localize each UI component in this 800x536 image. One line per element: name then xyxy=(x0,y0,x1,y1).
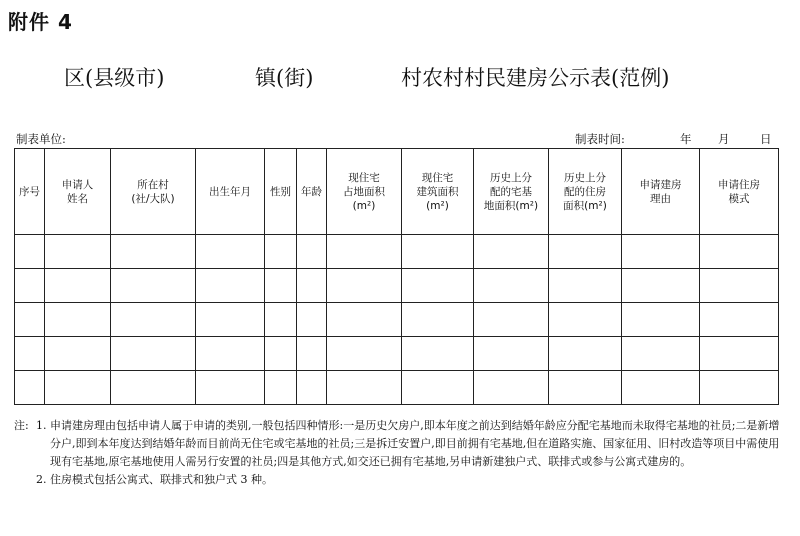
table-row xyxy=(15,371,779,405)
table-cell[interactable] xyxy=(111,269,196,303)
table-cell[interactable] xyxy=(265,337,297,371)
table-cell[interactable] xyxy=(700,337,779,371)
table-cell[interactable] xyxy=(45,371,111,405)
table-cell[interactable] xyxy=(327,269,402,303)
column-header-hist_housing xyxy=(549,149,622,235)
table-cell[interactable] xyxy=(15,371,45,405)
table-cell[interactable] xyxy=(700,371,779,405)
table-cell[interactable] xyxy=(402,303,474,337)
table-cell[interactable] xyxy=(15,269,45,303)
header-line: 年龄 xyxy=(301,185,322,198)
header-line: 地面积(m²) xyxy=(483,199,539,212)
table-cell[interactable] xyxy=(265,371,297,405)
column-header-building_area xyxy=(402,149,474,235)
attachment-label: 附件 4 xyxy=(8,10,73,34)
table-cell[interactable] xyxy=(549,269,622,303)
table-cell[interactable] xyxy=(45,269,111,303)
header-line: 姓名 xyxy=(67,192,88,205)
table-cell[interactable] xyxy=(327,337,402,371)
day-label: 日 xyxy=(760,132,772,146)
table-cell[interactable] xyxy=(45,337,111,371)
header-line: 模式 xyxy=(728,192,750,205)
table-cell[interactable] xyxy=(549,303,622,337)
table-cell[interactable] xyxy=(111,235,196,269)
header-line: 占地面积 xyxy=(343,185,385,198)
title-town: 镇(街) xyxy=(255,66,314,90)
column-header-reason xyxy=(622,149,700,235)
table-cell[interactable] xyxy=(196,337,265,371)
column-header-birth xyxy=(196,149,265,235)
header-line: 申请住房 xyxy=(718,178,760,191)
column-header-seq xyxy=(15,149,45,235)
header-line: 序号 xyxy=(19,185,40,198)
table-cell[interactable] xyxy=(111,303,196,337)
header-line: 配的宅基 xyxy=(490,185,532,198)
table-cell[interactable] xyxy=(265,235,297,269)
table-cell[interactable] xyxy=(622,337,700,371)
form-title xyxy=(0,62,800,92)
note-text: 住房模式包括公寓式、联排式和独户式 3 种。 xyxy=(50,473,273,486)
column-header-hist_homestead xyxy=(474,149,549,235)
table-cell[interactable] xyxy=(297,269,327,303)
header-line: 历史上分 xyxy=(490,171,532,184)
header-line: 现住宅 xyxy=(421,171,454,184)
note-item xyxy=(14,471,784,489)
table-cell[interactable] xyxy=(700,303,779,337)
header-line: 申请人 xyxy=(61,178,94,191)
table-cell[interactable] xyxy=(265,303,297,337)
table-cell[interactable] xyxy=(402,371,474,405)
table-cell[interactable] xyxy=(402,269,474,303)
table-cell[interactable] xyxy=(474,337,549,371)
table-cell[interactable] xyxy=(45,235,111,269)
table-cell[interactable] xyxy=(700,269,779,303)
month-label: 月 xyxy=(718,132,730,146)
table-cell[interactable] xyxy=(622,235,700,269)
table-cell[interactable] xyxy=(402,235,474,269)
table-cell[interactable] xyxy=(15,303,45,337)
title-district: 区(县级市) xyxy=(64,66,165,90)
column-header-mode xyxy=(700,149,779,235)
table-cell[interactable] xyxy=(297,337,327,371)
header-line: 历史上分 xyxy=(564,171,606,184)
header-line: 所在村 xyxy=(137,178,169,191)
time-label: 制表时间: xyxy=(575,132,625,146)
header-line: 申请建房 xyxy=(639,178,682,191)
table-cell[interactable] xyxy=(474,371,549,405)
note-number: 1. xyxy=(36,419,47,432)
table-cell[interactable] xyxy=(327,235,402,269)
note-number: 2. xyxy=(36,473,47,486)
table-row xyxy=(15,303,779,337)
table-row xyxy=(15,235,779,269)
note-item xyxy=(14,417,784,471)
table-body xyxy=(15,235,779,405)
title-main: 村农村村民建房公示表(范例) xyxy=(401,66,670,90)
table-cell[interactable] xyxy=(15,337,45,371)
header-line: (社/大队) xyxy=(131,192,175,205)
table-header-row xyxy=(15,149,779,235)
table-cell[interactable] xyxy=(327,371,402,405)
header-line: (m²) xyxy=(352,199,376,212)
table-cell[interactable] xyxy=(297,371,327,405)
notes-section xyxy=(14,417,784,489)
table-cell[interactable] xyxy=(15,235,45,269)
column-header-age xyxy=(297,149,327,235)
table-cell[interactable] xyxy=(549,371,622,405)
column-header-gender xyxy=(265,149,297,235)
table-cell[interactable] xyxy=(196,371,265,405)
table-cell[interactable] xyxy=(474,269,549,303)
header-line: 出生年月 xyxy=(209,185,251,198)
note-prefix: 注: xyxy=(14,419,29,432)
table-cell[interactable] xyxy=(402,337,474,371)
year-label: 年 xyxy=(680,132,692,146)
table-cell[interactable] xyxy=(111,371,196,405)
header-line: 理由 xyxy=(650,192,671,205)
header-line: 现住宅 xyxy=(348,171,380,184)
table-cell[interactable] xyxy=(297,303,327,337)
header-line: 建筑面积 xyxy=(416,185,459,198)
column-header-village xyxy=(111,149,196,235)
table-cell[interactable] xyxy=(622,269,700,303)
table-cell[interactable] xyxy=(549,337,622,371)
table-cell[interactable] xyxy=(474,235,549,269)
table-cell[interactable] xyxy=(549,235,622,269)
header-line: 性别 xyxy=(270,185,291,198)
table-cell[interactable] xyxy=(265,269,297,303)
table-cell[interactable] xyxy=(622,371,700,405)
table-cell[interactable] xyxy=(45,303,111,337)
table-cell[interactable] xyxy=(111,337,196,371)
table-row xyxy=(15,269,779,303)
table-cell[interactable] xyxy=(196,303,265,337)
column-header-homestead_area xyxy=(327,149,402,235)
table-row xyxy=(15,337,779,371)
table-cell[interactable] xyxy=(297,235,327,269)
header-line: (m²) xyxy=(426,199,449,212)
note-text: 申请建房理由包括申请人属于申请的类别,一般包括四种情形:一是历史欠房户,即本年度之前达到结婚年龄应分配宅基地而未取得宅基地的社员;二是新增分户,即到本年度达到结婚年龄而目前尚无住宅或宅基地的社员;三是拆迁安置户,即目前拥有宅基地,但在道路实施、国家征用、旧村改造等项目中需使用现有宅基地,原宅基地使用人需另行安置的社员;四是其他方式,如交还已拥有宅基地,另申请新建独户式、联排式或参与公寓式建房的。 xyxy=(50,419,780,468)
table-cell[interactable] xyxy=(327,303,402,337)
table-cell[interactable] xyxy=(196,269,265,303)
header-line: 配的住房 xyxy=(564,185,606,198)
column-header-applicant xyxy=(45,149,111,235)
public-notice-table xyxy=(14,148,779,405)
table-cell[interactable] xyxy=(622,303,700,337)
header-line: 面积(m²) xyxy=(563,199,607,212)
unit-label: 制表单位: xyxy=(16,132,66,146)
table-cell[interactable] xyxy=(700,235,779,269)
table-cell[interactable] xyxy=(474,303,549,337)
table-cell[interactable] xyxy=(196,235,265,269)
